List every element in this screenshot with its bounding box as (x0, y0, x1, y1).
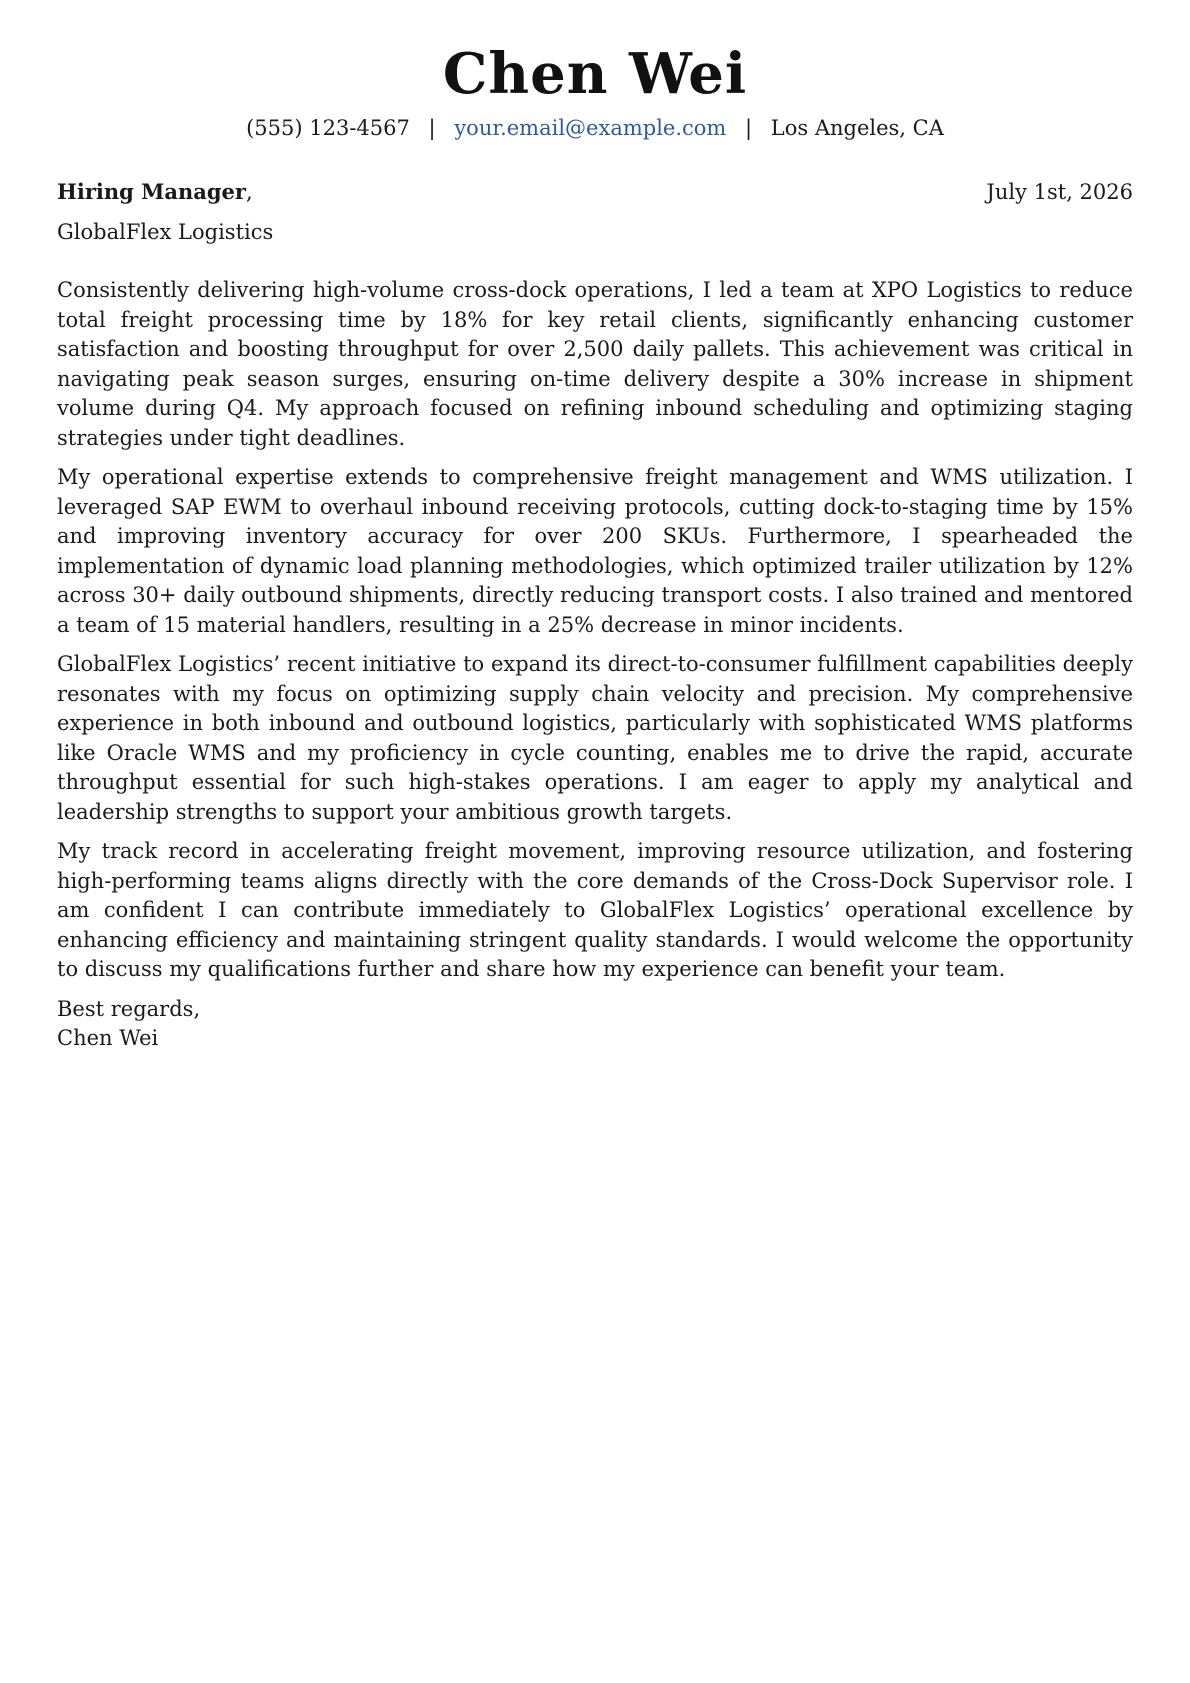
letter-body (57, 276, 1133, 985)
closing-salutation: Best regards, (57, 996, 201, 1021)
recipient-date-row (57, 178, 1133, 206)
email-link[interactable]: your.email@example.com (454, 116, 727, 140)
applicant-name: Chen Wei (442, 41, 748, 107)
phone-number: (555) 123-4567 (246, 116, 410, 140)
recipient-title-suffix: , (245, 180, 253, 204)
body-paragraph: My track record in accelerating freight movement, improving resource utilization, and fostering high-performing teams aligns directly with the core demands of the Cross-Dock Supervisor role. I am confident I can contribute immediately to GlobalFlex Logistics’ operational excellence by enhancing efficiency and maintaining stringent quality standards. I would welcome the opportunity to discuss my qualifications further and share how my experience can benefit your team. (57, 839, 1133, 981)
body-paragraph: My operational expertise extends to comprehensive freight management and WMS utilization. I leveraged SAP EWM to overhaul inbound receiving protocols, cutting dock-to-staging time by 15% and improving inventory accuracy for over 200 SKUs. Furthermore, I spearheaded the implementation of dynamic load planning methodologies, which optimized trailer utilization by 12% across 30+ daily outbound shipments, directly reducing transport costs. I also trained and mentored a team of 15 material handlers, resulting in a 25% decrease in minor incidents. (57, 465, 1133, 637)
body-paragraph: Consistently delivering high-volume cross-dock operations, I led a team at XPO Logistics to reduce total freight processing time by 18% for key retail clients, significantly enhancing customer satisfaction and boosting throughput for over 2,500 daily pallets. This achievement was critical in navigating peak season surges, ensuring on-time delivery despite a 30% increase in shipment volume during Q4. My approach focused on refining inbound scheduling and optimizing staging strategies under tight deadlines. (57, 278, 1133, 450)
recipient-greeting (57, 178, 253, 206)
recipient-company: GlobalFlex Logistics (57, 220, 274, 244)
letter-closing (57, 995, 1133, 1054)
body-paragraph: GlobalFlex Logistics’ recent initiative to expand its direct-to-consumer fulfillment capabilities deeply resonates with my focus on optimizing supply chain velocity and precision. My comprehensive experience in both inbound and outbound logistics, particularly with sophisticated WMS platforms like Oracle WMS and my proficiency in cycle counting, enables me to drive the rapid, accurate throughput essential for such high-stakes operations. I am eager to apply my analytical and leadership strengths to support your ambitious growth targets. (57, 652, 1133, 824)
contact-separator: | (428, 116, 436, 140)
closing-signature: Chen Wei (57, 1026, 159, 1050)
letter-date: July 1st, 2026 (986, 180, 1133, 204)
contact-separator: | (745, 116, 753, 140)
recipient-title: Hiring Manager (57, 179, 246, 204)
contact-line (57, 114, 1133, 142)
location: Los Angeles, CA (770, 116, 944, 140)
